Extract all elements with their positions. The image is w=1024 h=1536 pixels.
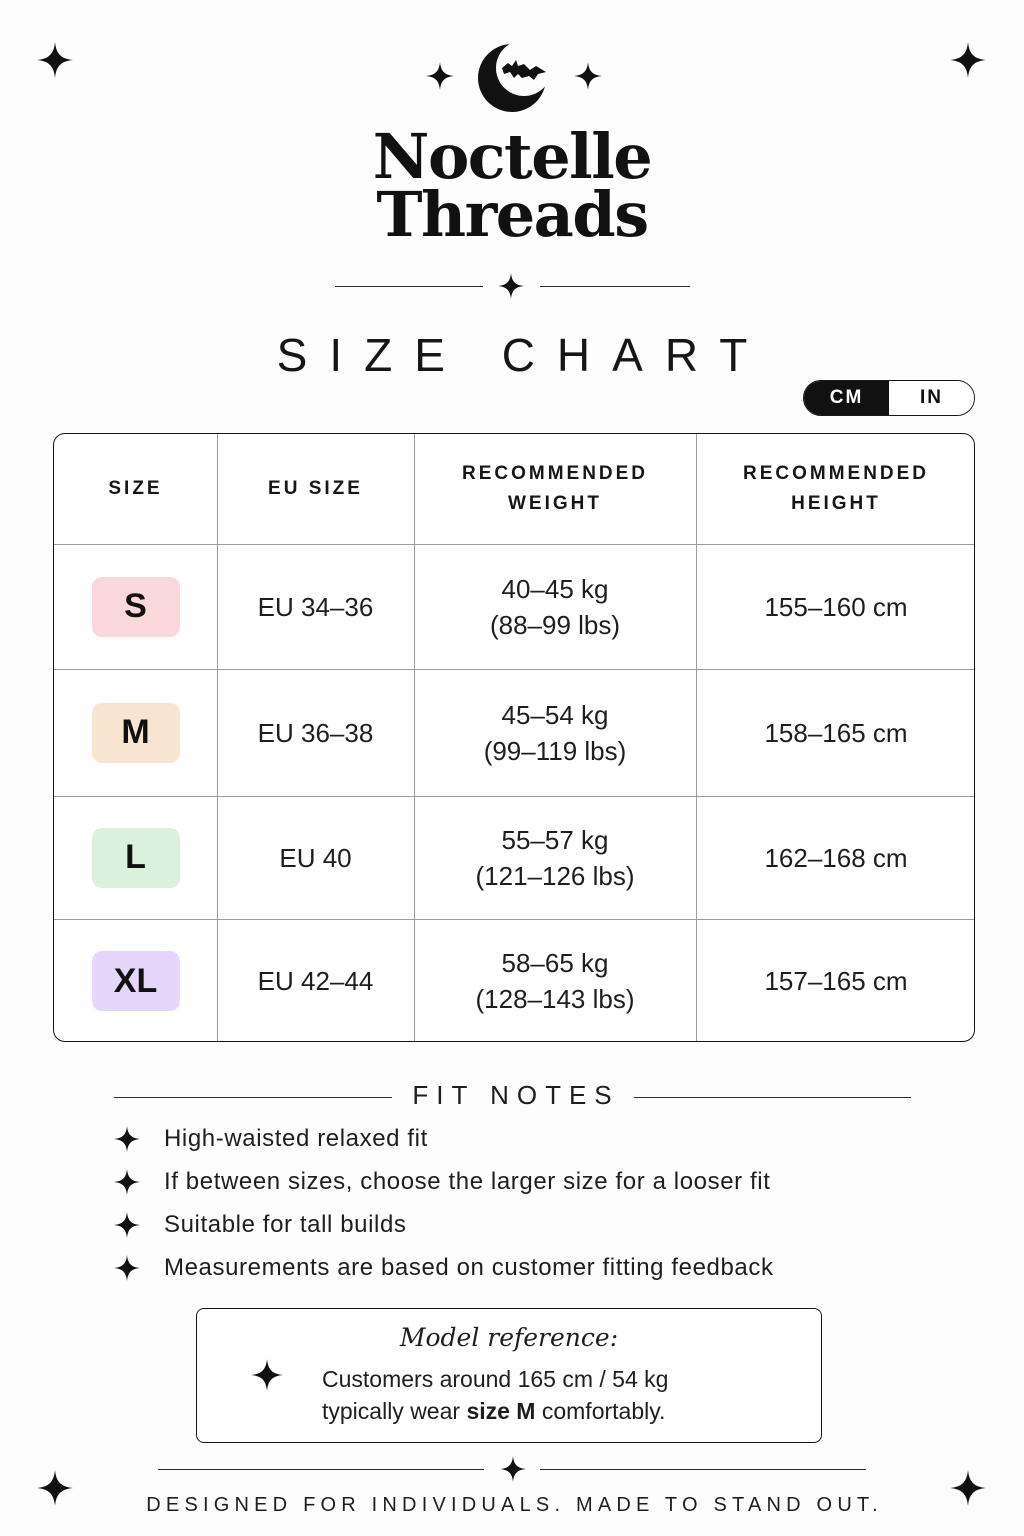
sparkle-icon — [114, 1169, 140, 1195]
weight-lbs: (99–119 lbs) — [483, 735, 627, 766]
table-cell-eu: EU 42–44 — [257, 966, 374, 996]
tagline: DESIGNED FOR INDIVIDUALS. MADE TO STAND OUT. — [146, 1494, 883, 1516]
table-cell-weight — [414, 919, 696, 1042]
sparkle-icon — [426, 62, 454, 90]
fit-note-text: Suitable for tall builds — [164, 1211, 407, 1238]
table-header — [696, 434, 975, 544]
header-size: SIZE — [108, 478, 163, 499]
divider-line — [158, 1469, 484, 1470]
divider-line — [634, 1097, 911, 1098]
sparkle-icon — [114, 1126, 140, 1152]
table-cell-weight — [414, 796, 696, 919]
table-cell-height: 157–165 cm — [764, 966, 908, 996]
table-cell-eu: EU 34–36 — [257, 591, 374, 622]
size-badge: L — [92, 828, 180, 888]
list-item — [114, 1253, 774, 1283]
sparkle-icon — [498, 273, 524, 299]
table-cell-eu: EU 36–38 — [257, 717, 374, 748]
sparkle-icon — [950, 42, 986, 78]
size-badge: M — [92, 703, 180, 763]
sparkle-icon — [114, 1212, 140, 1238]
table-row-xl-size — [54, 919, 217, 1042]
table-cell-height: 158–165 cm — [764, 717, 908, 748]
size-badge: S — [92, 577, 180, 637]
brand-name-line1: Noctelle — [372, 120, 652, 193]
divider-line — [540, 286, 690, 287]
size-badge: XL — [92, 951, 180, 1011]
weight-lbs: (128–143 lbs) — [475, 984, 635, 1014]
table-header — [217, 434, 414, 544]
brand-name-line2: Threads — [376, 178, 648, 251]
sparkle-icon — [251, 1359, 283, 1391]
model-reference-title: Model reference: — [399, 1323, 619, 1352]
weight-lbs: (121–126 lbs) — [475, 860, 635, 891]
size-table — [53, 433, 975, 1042]
unit-toggle[interactable] — [803, 380, 975, 416]
table-cell-height: 155–160 cm — [764, 591, 908, 622]
divider-line — [335, 286, 483, 287]
unit-option-cm[interactable]: CM — [804, 381, 889, 415]
table-cell-weight — [414, 669, 696, 796]
table-cell-height: 162–168 cm — [764, 842, 908, 873]
table-row-m-size — [54, 669, 217, 796]
fit-note-text: High-waisted relaxed fit — [164, 1125, 428, 1152]
weight-kg: 45–54 kg — [501, 699, 609, 730]
fit-notes-heading: FIT NOTES — [412, 1080, 620, 1110]
table-header — [54, 434, 217, 544]
unit-option-in[interactable]: IN — [889, 381, 974, 415]
table-header — [414, 434, 696, 544]
weight-kg: 55–57 kg — [501, 824, 609, 855]
weight-lbs: (88–99 lbs) — [489, 609, 621, 640]
sparkle-icon — [37, 42, 73, 78]
fit-note-text: If between sizes, choose the larger size for a looser fit — [164, 1168, 771, 1195]
table-row-s-size — [54, 544, 217, 669]
list-item — [114, 1167, 771, 1197]
table-row-l-size — [54, 796, 217, 919]
model-reference-box — [196, 1308, 822, 1443]
header-height-line1: RECOMMENDED — [742, 463, 930, 484]
list-item — [114, 1124, 428, 1154]
model-reference-line1: Customers around 165 cm / 54 kg — [322, 1366, 669, 1392]
weight-kg: 58–65 kg — [501, 948, 609, 978]
header-weight-line2: WEIGHT — [508, 493, 602, 514]
model-reference-line2: typically wear size M comfortably. — [322, 1398, 666, 1424]
fit-note-text: Measurements are based on customer fitting feedback — [164, 1254, 774, 1281]
table-cell-weight — [414, 544, 696, 669]
table-cell-eu: EU 40 — [279, 842, 352, 873]
page-title: SIZE CHART — [276, 329, 770, 381]
list-item — [114, 1210, 407, 1240]
header-eu-size: EU SIZE — [268, 478, 363, 499]
divider-line — [540, 1469, 866, 1470]
header-weight-line1: RECOMMENDED — [461, 463, 649, 484]
weight-kg: 40–45 kg — [501, 573, 609, 604]
recommended-size: size M — [466, 1398, 536, 1424]
sparkle-icon — [574, 62, 602, 90]
crescent-moon-bat-icon — [472, 38, 552, 118]
sparkle-icon — [114, 1255, 140, 1281]
sparkle-icon — [500, 1456, 526, 1482]
header-height-line2: HEIGHT — [791, 493, 881, 514]
